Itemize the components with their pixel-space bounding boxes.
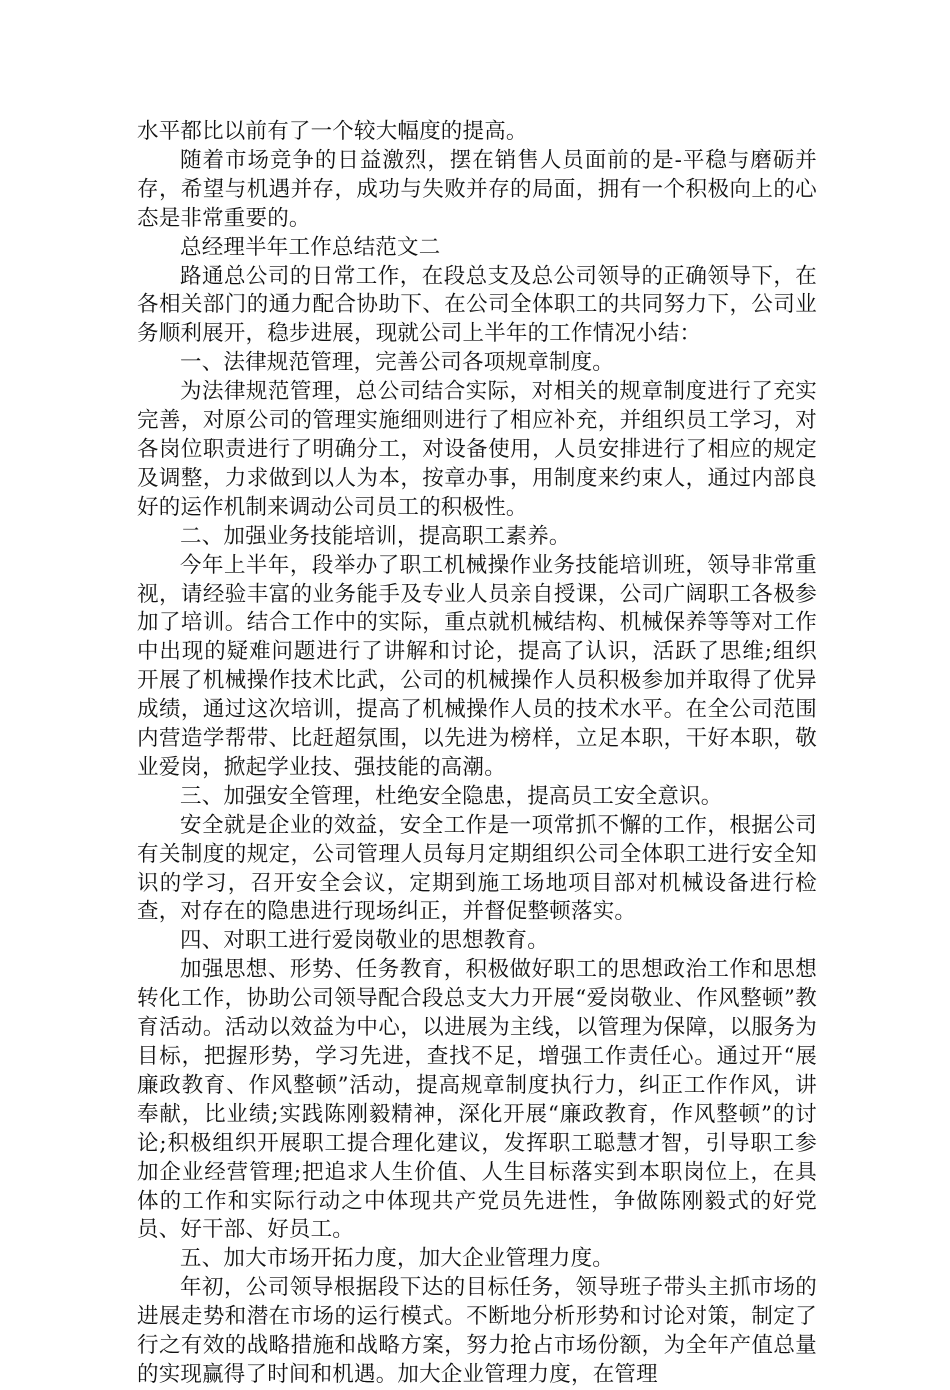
- paragraph: 今年上半年，段举办了职工机械操作业务技能培训班，领导非常重视，请经验丰富的业务能手及专业人员亲自授课，公司广阔职工各极参加了培训。结合工作中的实际，重点就机械结构、机械保养等等对工作中出现的疑难问题进行了讲解和讨论，提高了认识，活跃了思维;组织开展了机械操作技术比武，公司的机械操作人员积极参加并取得了优异成绩，通过这次培训，提高了机械操作人员的技术水平。在全公司范围内营造学帮带、比赶超氛围，以先进为榜样，立足本职，干好本职，敬业爱岗，掀起学业技、强技能的高潮。: [137, 552, 817, 780]
- section-heading: 二、加强业务技能培训，提高职工素养。: [180, 523, 571, 549]
- section-heading: 五、加大市场开拓力度，加大企业管理力度。: [180, 1246, 615, 1272]
- section-heading: 四、对职工进行爱岗敬业的思想教育。: [180, 928, 549, 954]
- paragraph: 安全就是企业的效益，安全工作是一项常抓不懈的工作，根据公司有关制度的规定，公司管理人员每月定期组织公司全体职工进行安全知识的学习，召开安全会议，定期到施工场地项目部对机械设备进行检查，对存在的隐患进行现场纠正，并督促整顿落实。: [137, 812, 817, 925]
- paragraph: 水平都比以前有了一个较大幅度的提高。: [137, 119, 528, 144]
- paragraph: 年初，公司领导根据段下达的目标任务，领导班子带头主抓市场的进展走势和潜在市场的运行模式。不断地分析形势和讨论对策，制定了行之有效的战略措施和战略方案，努力抢占市场份额，为全年产值总量的实现赢得了时间和机遇。加大企业管理力度，在管理: [137, 1275, 817, 1387]
- section-heading: 三、加强安全管理，杜绝安全隐患，提高员工安全意识。: [180, 783, 723, 809]
- section-heading: 一、法律规范管理，完善公司各项规章制度。: [180, 350, 615, 376]
- paragraph: 路通总公司的日常工作，在段总支及总公司领导的正确领导下，在各相关部门的通力配合协助下、在公司全体职工的共同努力下，公司业务顺利展开，稳步进展，现就公司上半年的工作情况小结：: [137, 263, 817, 347]
- paragraph: 加强思想、形势、任务教育，积极做好职工的思想政治工作和思想转化工作，协助公司领导配合段总支大力开展“爱岗敬业、作风整顿”教育活动。活动以效益为中心，以进展为主线，以管理为保障，以服务为目标，把握形势，学习先进，查找不足，增强工作责任心。通过开“展廉政教育、作风整顿”活动，提高规章制度执行力，纠正工作作风，讲奉献，比业绩;实践陈刚毅精神，深化开展“廉政教育，作风整顿”的讨论;积极组织开展职工提合理化建议，发挥职工聪慧才智，引导职工参加企业经营管理;把追求人生价值、人生目标落实到本职岗位上，在具体的工作和实际行动之中体现共产党员先进性，争做陈刚毅式的好党员、好干部、好员工。: [137, 957, 817, 1243]
- document-body: [137, 118, 817, 1390]
- section-title: 总经理半年工作总结范文二: [180, 234, 441, 260]
- paragraph: 随着市场竞争的日益激烈，摆在销售人员面前的是-平稳与磨砺并存，希望与机遇并存，成功与失败并存的局面，拥有一个积极向上的心态是非常重要的。: [137, 147, 817, 231]
- paragraph: 为法律规范管理，总公司结合实际，对相关的规章制度进行了充实完善，对原公司的管理实施细则进行了相应补充，并组织员工学习，对各岗位职责进行了明确分工，对设备使用，人员安排进行了相应的规定及调整，力求做到以人为本，按章办事，用制度来约束人，通过内部良好的运作机制来调动公司员工的积极性。: [137, 379, 817, 520]
